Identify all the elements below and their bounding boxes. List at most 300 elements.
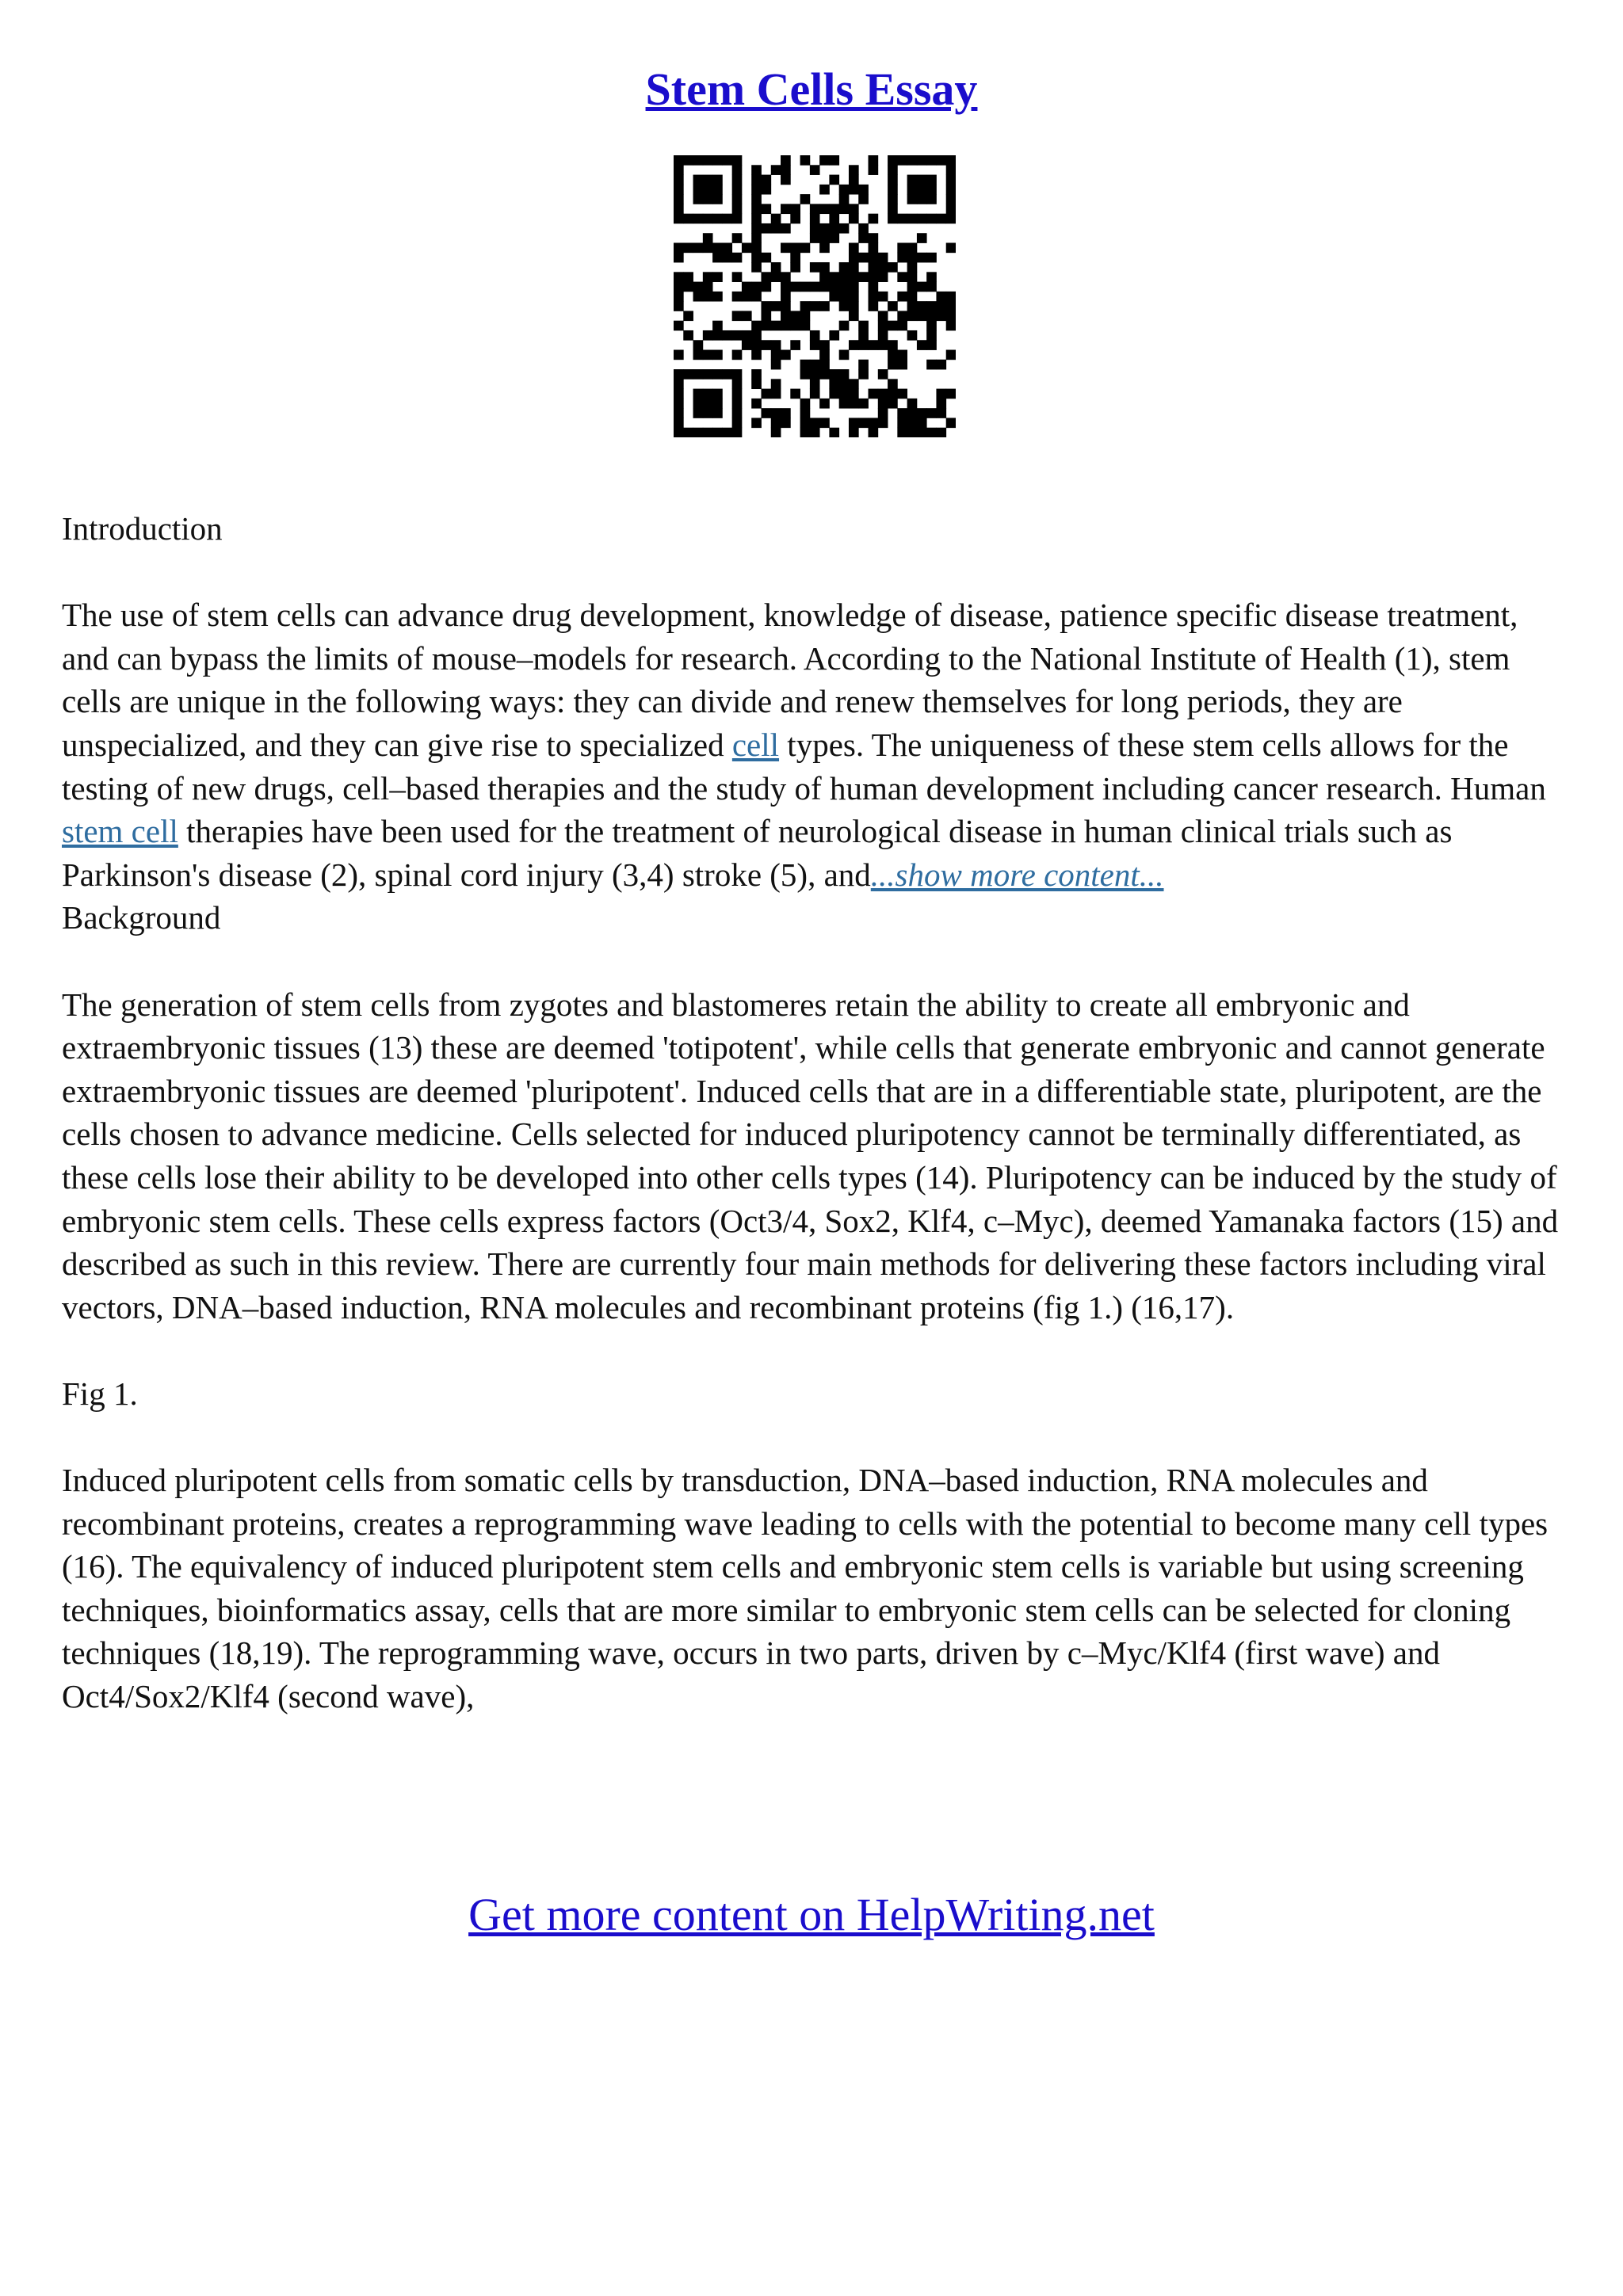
qr-module [819, 360, 830, 370]
qr-module [869, 301, 879, 311]
qr-module [907, 399, 918, 409]
qr-module [907, 253, 918, 263]
qr-module [819, 340, 830, 350]
qr-module [839, 399, 850, 409]
qr-module [907, 408, 918, 418]
qr-module [674, 399, 684, 409]
qr-module [693, 408, 704, 418]
qr-module [771, 350, 781, 360]
cell-link[interactable]: cell [731, 726, 780, 763]
qr-module [683, 369, 693, 379]
qr-module [869, 282, 879, 292]
qr-module [781, 301, 791, 311]
qr-module [761, 204, 771, 214]
qr-module [878, 340, 888, 350]
qr-module [926, 311, 937, 321]
qr-module [829, 204, 839, 214]
qr-module [751, 350, 762, 360]
qr-module [693, 214, 704, 224]
qr-module [771, 223, 781, 234]
qr-module [761, 272, 771, 282]
qr-module [810, 418, 820, 428]
qr-module [869, 165, 879, 175]
qr-module [849, 418, 859, 428]
qr-module [693, 292, 704, 302]
qr-module [917, 311, 927, 321]
qr-module [907, 301, 918, 311]
qr-module [781, 282, 791, 292]
qr-module [926, 428, 937, 437]
qr-module [829, 428, 839, 437]
qr-module [732, 185, 743, 195]
qr-module [917, 340, 927, 350]
qr-module [907, 155, 918, 166]
qr-module [946, 292, 956, 302]
qr-module [849, 282, 859, 292]
qr-module [810, 340, 820, 350]
qr-module [722, 330, 732, 341]
qr-module [674, 379, 684, 389]
qr-module [703, 214, 713, 224]
qr-module [869, 214, 879, 224]
qr-module [888, 379, 898, 389]
qr-module [722, 214, 732, 224]
qr-module [693, 282, 704, 292]
qr-module [674, 428, 684, 437]
qr-module [674, 408, 684, 418]
qr-module [917, 214, 927, 224]
qr-module [712, 242, 723, 253]
qr-module [800, 428, 811, 437]
qr-module [800, 360, 811, 370]
qr-module [946, 185, 956, 195]
qr-module [732, 379, 743, 389]
qr-module [751, 369, 762, 379]
qr-module [751, 262, 762, 273]
qr-module [839, 350, 850, 360]
qr-module [800, 155, 811, 166]
qr-module [946, 175, 956, 185]
qr-module [829, 233, 839, 243]
qr-module [674, 214, 684, 224]
title-link[interactable]: Stem Cells Essay [645, 63, 978, 115]
qr-module [683, 242, 693, 253]
qr-module [781, 272, 791, 282]
qr-module [888, 204, 898, 214]
qr-module [888, 321, 898, 331]
qr-module [819, 242, 830, 253]
qr-module [869, 340, 879, 350]
qr-module [926, 330, 937, 341]
qr-module [849, 428, 859, 437]
qr-module [771, 272, 781, 282]
qr-module [819, 185, 830, 195]
qr-module [926, 408, 937, 418]
qr-module [781, 175, 791, 185]
qr-module [849, 165, 859, 175]
qr-module [926, 175, 937, 185]
background-heading: Background [62, 899, 221, 936]
qr-module [732, 253, 743, 263]
qr-module [751, 330, 762, 341]
qr-module [761, 408, 771, 418]
qr-module [936, 360, 946, 370]
qr-module [897, 350, 907, 360]
qr-module [771, 379, 781, 389]
qr-module [674, 155, 684, 166]
qr-module [858, 194, 869, 204]
qr-module [869, 418, 879, 428]
qr-module [869, 233, 879, 243]
qr-module [936, 214, 946, 224]
qr-module [751, 418, 762, 428]
qr-module [800, 194, 811, 204]
qr-module [703, 292, 713, 302]
stem-cell-link[interactable]: stem cell [62, 813, 178, 850]
qr-module [810, 330, 820, 341]
qr-module [926, 194, 937, 204]
qr-module [926, 301, 937, 311]
qr-module [800, 282, 811, 292]
qr-module [897, 321, 907, 331]
qr-module [732, 204, 743, 214]
qr-module [674, 321, 684, 331]
qr-module [810, 214, 820, 224]
qr-module [781, 321, 791, 331]
qr-module [761, 282, 771, 292]
qr-module [869, 272, 879, 282]
qr-module [858, 185, 869, 195]
qr-module [800, 311, 811, 321]
qr-module [751, 379, 762, 389]
qr-module [703, 369, 713, 379]
qr-module [771, 360, 781, 370]
qr-module [917, 233, 927, 243]
qr-module [742, 311, 752, 321]
qr-module [869, 253, 879, 263]
qr-module [810, 389, 820, 399]
qr-module [858, 233, 869, 243]
qr-module [819, 399, 830, 409]
qr-module [849, 311, 859, 321]
qr-module [946, 389, 956, 399]
qr-module [917, 253, 927, 263]
qr-module [683, 214, 693, 224]
qr-module [839, 321, 850, 331]
qr-module [858, 399, 869, 409]
qr-module [907, 282, 918, 292]
qr-module [781, 408, 791, 418]
qr-module [732, 155, 743, 166]
qr-module [888, 399, 898, 409]
qr-module [712, 253, 723, 263]
qr-module [907, 418, 918, 428]
qr-module [810, 428, 820, 437]
qr-module [878, 369, 888, 379]
qr-module [742, 340, 752, 350]
qr-module [897, 292, 907, 302]
qr-code-icon [674, 155, 956, 437]
qr-module [858, 330, 869, 341]
qr-module [878, 389, 888, 399]
qr-module [722, 253, 732, 263]
qr-module [907, 185, 918, 195]
qr-module [781, 418, 791, 428]
qr-module [722, 428, 732, 437]
qr-module [849, 253, 859, 263]
qr-module [869, 389, 879, 399]
qr-module [839, 282, 850, 292]
qr-module [674, 194, 684, 204]
qr-module [936, 155, 946, 166]
qr-module [926, 282, 937, 292]
qr-module [839, 272, 850, 282]
qr-module [674, 185, 684, 195]
qr-module [849, 379, 859, 389]
qr-module [926, 321, 937, 331]
qr-module [897, 408, 907, 418]
qr-module [732, 292, 743, 302]
qr-module [800, 399, 811, 409]
footer-link[interactable]: Get more content on HelpWriting.net [468, 1889, 1155, 1940]
qr-module [742, 242, 752, 253]
qr-module [946, 350, 956, 360]
qr-module [839, 379, 850, 389]
qr-module [878, 253, 888, 263]
qr-module [674, 165, 684, 175]
qr-module [751, 399, 762, 409]
intro-paragraph [62, 593, 1568, 896]
qr-module [693, 389, 704, 399]
qr-module [674, 301, 684, 311]
qr-module [674, 282, 684, 292]
qr-module [819, 262, 830, 273]
qr-module [819, 155, 830, 166]
qr-module [712, 330, 723, 341]
intro-text-2: types. The uniqueness of these stem cells allows for the testing of new drugs, cell–based therapies and the study of human development including cancer research. Human [62, 726, 1546, 807]
qr-module [703, 242, 713, 253]
qr-module [722, 242, 732, 253]
qr-module [703, 408, 713, 418]
qr-module [683, 311, 693, 321]
qr-module [790, 253, 800, 263]
qr-module [781, 311, 791, 321]
qr-module [732, 369, 743, 379]
qr-module [849, 262, 859, 273]
qr-module [703, 330, 713, 341]
qr-module [674, 292, 684, 302]
qr-module [674, 272, 684, 282]
qr-module [732, 418, 743, 428]
qr-module [936, 408, 946, 418]
qr-module [829, 155, 839, 166]
qr-module [888, 350, 898, 360]
qr-module [917, 175, 927, 185]
qr-module [810, 262, 820, 273]
qr-module [761, 311, 771, 321]
qr-module [703, 350, 713, 360]
qr-module [829, 330, 839, 341]
qr-module [829, 223, 839, 234]
qr-module [810, 369, 820, 379]
qr-module [946, 214, 956, 224]
qr-module [781, 155, 791, 166]
qr-module [751, 340, 762, 350]
qr-module [869, 292, 879, 302]
qr-module [732, 214, 743, 224]
qr-module [712, 350, 723, 360]
qr-module [926, 340, 937, 350]
qr-module [693, 242, 704, 253]
qr-module [926, 272, 937, 282]
qr-module [790, 340, 800, 350]
qr-module [907, 428, 918, 437]
qr-module [712, 194, 723, 204]
qr-module [800, 369, 811, 379]
background-paragraph: The generation of stem cells from zygotes and blastomeres retain the ability to create all embryonic and extraembryonic tissues (13) these are deemed 'totipotent', while cells that generate embryonic and cannot generate extraembryonic tissues are deemed 'pluripotent'. Induced cells that are in a differentiable state, pluripotent, are the cells chosen to advance medicine. Cells selected for induced pluripotency cannot be terminally differentiated, as these cells lose their ability to be developed into other cells types (14). Pluripotency can be induced by the study of embryonic stem cells. These cells express factors (Oct3/4, Sox2, Klf4, c–Myc), deemed Yamanaka factors (15) and described as such in this review. There are currently four main methods for delivering these factors including viral vectors, DNA–based induction, RNA molecules and recombinant proteins (fig 1.) (16,17). [62, 986, 1559, 1325]
qr-module [878, 321, 888, 331]
qr-module [790, 311, 800, 321]
qr-module [732, 272, 743, 282]
qr-module [897, 418, 907, 428]
qr-module [781, 292, 791, 302]
intro-text-3: therapies have been used for the treatment of neurological disease in human clinical trials such as Parkinson's disease (2), spinal cord injury (3,4) stroke (5), and [62, 813, 1453, 893]
qr-module [917, 185, 927, 195]
qr-module [790, 204, 800, 214]
intro-text-1: The use of stem cells can advance drug development, knowledge of disease, patience specific disease treatment, and can bypass the limits of mouse–models for research. According to the National Institute of Health (1), stem cells are unique in the following ways: they can divide and renew themselves for long periods, they are unspecialized, and they can give rise to specialized [62, 597, 1518, 763]
qr-module [819, 204, 830, 214]
qr-module [742, 330, 752, 341]
qr-module [683, 428, 693, 437]
qr-module [829, 379, 839, 389]
qr-module [761, 321, 771, 331]
qr-module [849, 175, 859, 185]
qr-module [693, 185, 704, 195]
qr-module [926, 214, 937, 224]
qr-module [761, 389, 771, 399]
qr-module [926, 360, 937, 370]
qr-module [810, 282, 820, 292]
qr-module [946, 311, 956, 321]
qr-module [839, 262, 850, 273]
qr-module [751, 282, 762, 292]
qr-module [888, 301, 898, 311]
qr-module [751, 242, 762, 253]
qr-module [810, 360, 820, 370]
qr-module [946, 155, 956, 166]
qr-module [858, 369, 869, 379]
qr-module [712, 428, 723, 437]
qr-module [712, 272, 723, 282]
qr-module [683, 282, 693, 292]
qr-module [878, 408, 888, 418]
qr-module [703, 155, 713, 166]
qr-module [683, 330, 693, 341]
qr-module [674, 204, 684, 214]
qr-module [907, 330, 918, 341]
qr-module [888, 194, 898, 204]
qr-module [781, 242, 791, 253]
qr-module [703, 389, 713, 399]
qr-module [839, 194, 850, 204]
qr-module [917, 282, 927, 292]
qr-module [907, 311, 918, 321]
qr-module [917, 194, 927, 204]
qr-module [878, 418, 888, 428]
show-more-link[interactable]: ...show more content... [870, 856, 1164, 893]
qr-module [878, 292, 888, 302]
qr-module [751, 233, 762, 243]
qr-module [781, 223, 791, 234]
qr-module [839, 204, 850, 214]
qr-module [771, 301, 781, 311]
qr-module [869, 262, 879, 273]
qr-module [693, 350, 704, 360]
qr-module [722, 369, 732, 379]
qr-module [703, 194, 713, 204]
qr-module [936, 292, 946, 302]
footer [0, 1887, 1623, 1943]
qr-module [790, 389, 800, 399]
qr-module [849, 340, 859, 350]
qr-module [703, 282, 713, 292]
qr-module [751, 185, 762, 195]
qr-module [742, 292, 752, 302]
qr-module [888, 360, 898, 370]
qr-module [703, 428, 713, 437]
qr-module [888, 340, 898, 350]
qr-module [907, 214, 918, 224]
qr-module [712, 175, 723, 185]
qr-module [751, 204, 762, 214]
qr-module [751, 175, 762, 185]
qr-module [761, 175, 771, 185]
qr-module [858, 321, 869, 331]
qr-module [751, 223, 762, 234]
qr-module [858, 272, 869, 282]
qr-module [810, 204, 820, 214]
qr-module [878, 272, 888, 282]
qr-module [712, 399, 723, 409]
qr-module [810, 165, 820, 175]
qr-module [790, 242, 800, 253]
qr-module [712, 185, 723, 195]
intro-heading: Introduction [62, 510, 223, 547]
qr-module [771, 214, 781, 224]
qr-module [926, 253, 937, 263]
qr-module [888, 262, 898, 273]
qr-module [674, 253, 684, 263]
qr-module [849, 242, 859, 253]
qr-module [917, 428, 927, 437]
figure-label: Fig 1. [62, 1375, 138, 1412]
qr-module [897, 360, 907, 370]
qr-module [936, 311, 946, 321]
qr-module [732, 330, 743, 341]
qr-module [761, 301, 771, 311]
qr-module [732, 175, 743, 185]
qr-module [732, 350, 743, 360]
qr-module [693, 194, 704, 204]
qr-module [829, 389, 839, 399]
qr-module [858, 340, 869, 350]
qr-module [839, 369, 850, 379]
qr-module [926, 185, 937, 195]
qr-module [790, 214, 800, 224]
qr-module [829, 272, 839, 282]
qr-module [869, 428, 879, 437]
qr-module [858, 418, 869, 428]
